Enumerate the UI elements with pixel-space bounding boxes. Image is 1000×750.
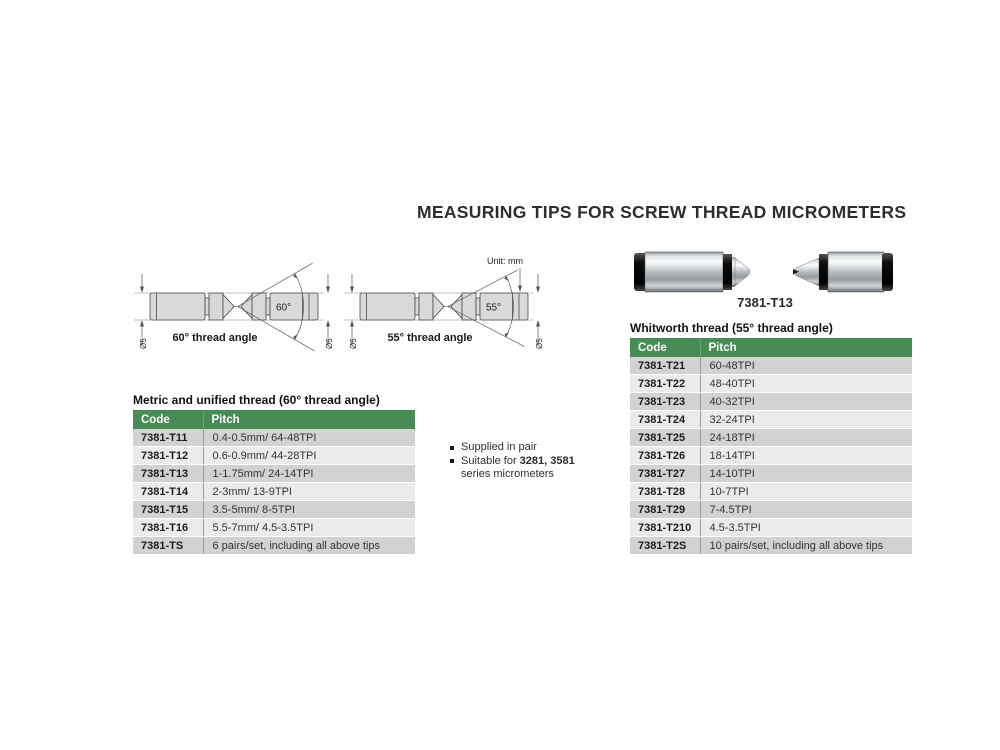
table-row — [630, 393, 912, 411]
pitch-cell: 60-48TPI — [700, 357, 912, 375]
table-row — [630, 429, 912, 447]
photo-caption: 7381-T13 — [737, 295, 793, 310]
note-item — [450, 455, 625, 469]
whitworth-header-code: Code — [630, 338, 700, 357]
table-row — [630, 375, 912, 393]
code-cell: 7381-T21 — [630, 357, 700, 375]
notes-list — [450, 441, 625, 482]
left-tip-drawing — [150, 293, 237, 320]
code-cell: 7381-T16 — [133, 519, 203, 537]
table-row — [630, 483, 912, 501]
series-numbers: 3281, 3581 — [519, 454, 575, 467]
table-row — [133, 465, 415, 483]
diameter-label: Ø5 — [535, 338, 544, 349]
pitch-cell: 32-24TPI — [700, 411, 912, 429]
photo-right-tip — [793, 252, 893, 292]
pitch-cell: 14-10TPI — [700, 465, 912, 483]
pitch-cell: 40-32TPI — [700, 393, 912, 411]
table-row — [133, 429, 415, 447]
table-row — [630, 357, 912, 375]
pitch-cell: 6 pairs/set, including all above tips — [203, 537, 415, 555]
note-text: Suitable for 3281, 3581 — [461, 454, 575, 467]
table-row — [630, 447, 912, 465]
code-cell: 7381-T26 — [630, 447, 700, 465]
code-cell: 7381-T25 — [630, 429, 700, 447]
table-row — [630, 411, 912, 429]
pitch-cell: 5.5-7mm/ 4.5-3.5TPI — [203, 519, 415, 537]
code-cell: 7381-T28 — [630, 483, 700, 501]
arrowhead — [140, 287, 144, 294]
left-tip-drawing — [360, 293, 447, 320]
table-row — [630, 537, 912, 555]
whitworth-table — [630, 338, 912, 555]
code-cell: 7381-T14 — [133, 483, 203, 501]
code-cell: 7381-T23 — [630, 393, 700, 411]
diagram-55-caption: 55° thread angle — [387, 332, 473, 344]
bullet-square-icon — [450, 446, 454, 450]
code-cell: 7381-T15 — [133, 501, 203, 519]
note-item-continuation — [450, 468, 625, 482]
arrowhead — [350, 287, 354, 294]
code-cell: 7381-T2S — [630, 537, 700, 555]
code-cell: 7381-T11 — [133, 429, 203, 447]
metric-header-pitch: Pitch — [203, 410, 415, 429]
arrowhead — [518, 286, 522, 293]
code-cell: 7381-T22 — [630, 375, 700, 393]
code-cell: 7381-T29 — [630, 501, 700, 519]
table-row — [133, 519, 415, 537]
pitch-cell: 48-40TPI — [700, 375, 912, 393]
code-cell: 7381-T210 — [630, 519, 700, 537]
diagram-55-thread-angle — [330, 245, 545, 360]
diameter-label: Ø5 — [139, 338, 148, 349]
whitworth-table-title: Whitworth thread (55° thread angle) — [630, 321, 833, 335]
pitch-cell: 0.6-0.9mm/ 44-28TPI — [203, 447, 415, 465]
note-text: series micrometers — [461, 468, 554, 480]
page-title: MEASURING TIPS FOR SCREW THREAD MICROMETERS — [417, 202, 907, 222]
diameter-label: Ø5 — [325, 338, 334, 349]
arrowhead — [536, 320, 540, 327]
pitch-cell: 7-4.5TPI — [700, 501, 912, 519]
diameter-label: Ø5 — [349, 338, 358, 349]
pitch-cell: 10-7TPI — [700, 483, 912, 501]
table-row — [133, 447, 415, 465]
code-cell: 7381-T13 — [133, 465, 203, 483]
pitch-cell: 18-14TPI — [700, 447, 912, 465]
table-row — [630, 465, 912, 483]
table-header-row — [630, 338, 912, 357]
note-text: Supplied in pair — [461, 441, 537, 453]
table-header-row — [133, 410, 415, 429]
table-row — [133, 537, 415, 555]
table-row — [133, 501, 415, 519]
pitch-cell: 0.4-0.5mm/ 64-48TPI — [203, 429, 415, 447]
code-cell: 7381-T27 — [630, 465, 700, 483]
code-cell: 7381-T12 — [133, 447, 203, 465]
diagram-60-thread-angle — [130, 245, 340, 360]
table-row — [630, 519, 912, 537]
note-item — [450, 441, 625, 455]
pitch-cell: 10 pairs/set, including all above tips — [700, 537, 912, 555]
angle-label-55: 55° — [486, 302, 502, 314]
whitworth-table-section — [630, 321, 912, 555]
arrowhead — [536, 287, 540, 294]
diagram-60-caption: 60° thread angle — [172, 332, 258, 344]
pitch-cell: 24-18TPI — [700, 429, 912, 447]
angle-label-60: 60° — [276, 302, 292, 314]
arrowhead — [350, 320, 354, 327]
pitch-cell: 1-1.75mm/ 24-14TPI — [203, 465, 415, 483]
pitch-cell: 3.5-5mm/ 8-5TPI — [203, 501, 415, 519]
code-cell: 7381-T24 — [630, 411, 700, 429]
arrowhead — [140, 320, 144, 327]
pitch-cell: 2-3mm/ 13-9TPI — [203, 483, 415, 501]
whitworth-header-pitch: Pitch — [700, 338, 912, 357]
code-cell: 7381-TS — [133, 537, 203, 555]
pitch-cell: 4.5-3.5TPI — [700, 519, 912, 537]
metric-table-title: Metric and unified thread (60° thread angle) — [133, 393, 380, 407]
bullet-square-icon — [450, 459, 454, 463]
table-row — [630, 501, 912, 519]
metric-header-code: Code — [133, 410, 203, 429]
table-row — [133, 483, 415, 501]
unit-label: Unit: mm — [487, 256, 523, 266]
metric-table — [133, 410, 415, 555]
metric-table-section — [133, 393, 415, 555]
photo-left-tip — [634, 252, 750, 292]
